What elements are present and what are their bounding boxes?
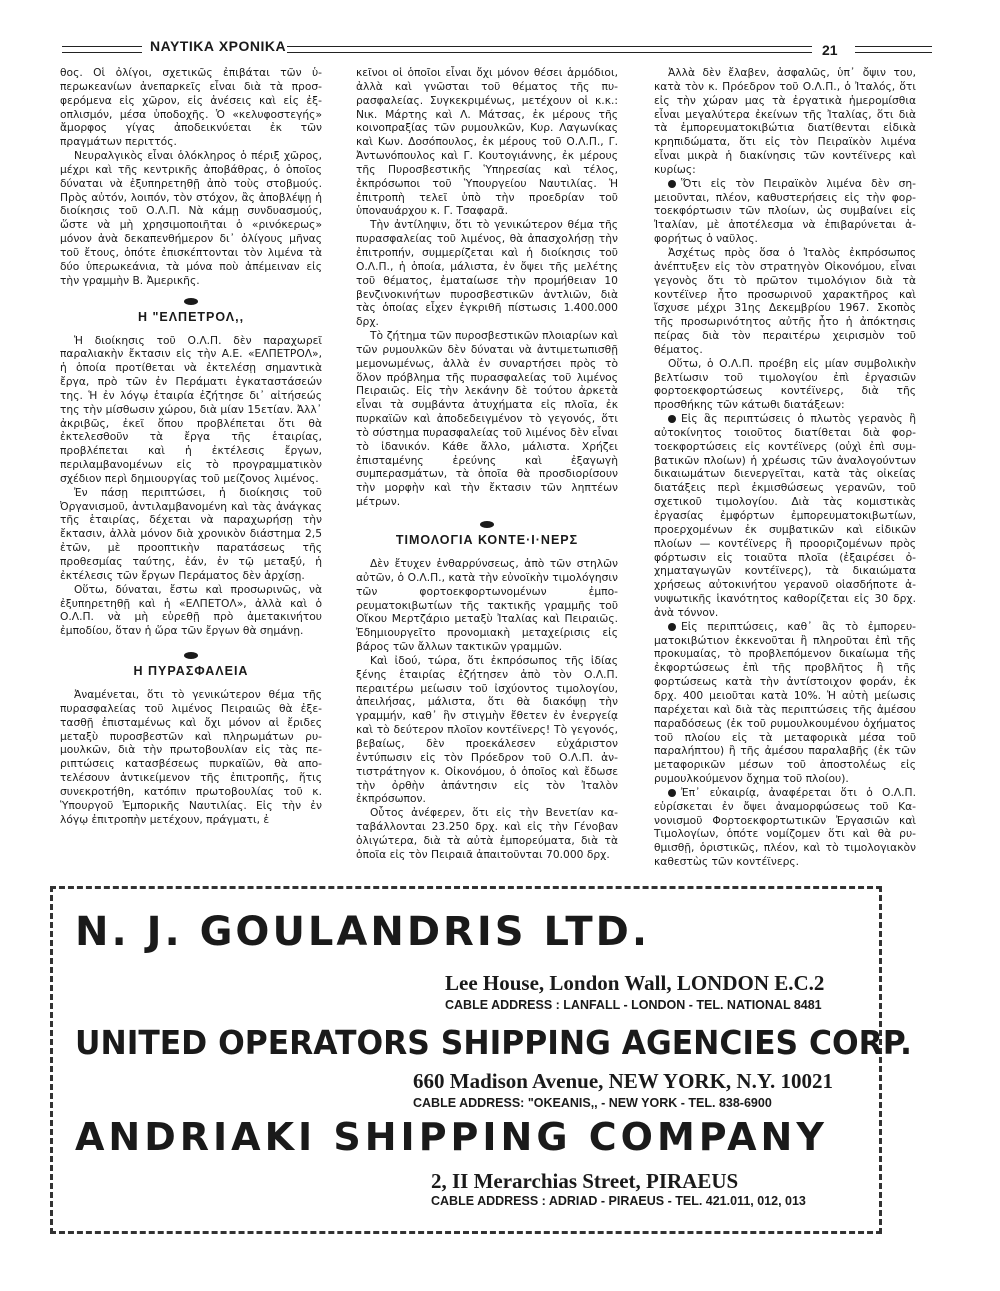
- page-number: 21: [822, 42, 838, 58]
- section-separator-dot: [480, 521, 494, 528]
- header-rule-left: [62, 46, 142, 53]
- section-heading-elpetrol: Η "ΕΛΠΕΤΡΟΛ,,: [137, 309, 245, 324]
- paragraph: Καὶ ἰδού, τώρα, ὅτι ἐκπρόσωπος τῆς ἰδίας ξένης ἑταιρίας ἐζήτησεν ἀπὸ τὸν Ο.Λ.Π. περαιτέρω μείωσιν τοῦ ἰσχύοντος τιμολογίου, ἀπειλήσας, μάλιστα, ὅτι θὰ διακόψῃ τὴν γραμμήν, καθ᾽ ἣν στιγμὴν ἔθετεν ἐν ἐνεργείᾳ καὶ τὸ δεύτερον πλοῖον κοντέϊνερς! Τὸ γεγονός, βεβαίως, δὲν προεκάλεσεν εὐχάριστον ἐντύπωσιν εἰς τὸν Πρόεδρον τοῦ Ο.Λ.Π. ἀντιστράτηγον κ. Οἰκονόμου, ὁ ὁποῖος καὶ ἔδωσε τὴν ὀρθὴν ἀπάντησιν εἰς τὸν Ἰταλὸν ἐκπρόσωπον.: [356, 653, 618, 806]
- bullet-icon: [668, 415, 676, 423]
- paragraph: Ἡ διοίκησις τοῦ Ο.Λ.Π. δὲν παραχωρεῖ παραλιακὴν ἔκτασιν εἰς τὴν Α.Ε. «ΕΛΠΕΤΡΟΛ», ἡ ὁποία προτίθεται νὰ ἐκτελέσῃ σημαντικὰ ἔργα, πρὸ τῶν ἐν Περάματι ἐγκαταστάσεών της. Ἡ ἐν λόγῳ ἑταιρία ἐζήτησε δι᾽ αἰτήσεώς της τὴν μίσθωσιν χώρου, διὰ μίαν 15ετίαν. Ἀλλ᾽ ἀκριβῶς, ἐκεῖ ὅπου προβλέπεται ὅτι θὰ ἐκτελεσθοῦν τὰ ἔργα τῆς ἑταιρίας, προβλέπεται καὶ ἡ ἐκτέλεσις ἔργων, περιλαμβανομένων εἰς τὸ προγραμματικὸν σχέδιον περὶ δημιουργίας τοῦ μείζονος λιμένος.: [60, 333, 322, 485]
- page-header: [62, 38, 932, 60]
- company-name-united-operators: UNITED OPERATORS SHIPPING AGENCIES CORP.: [75, 1023, 912, 1062]
- column-3: [654, 66, 916, 869]
- cable-address-united-operators: CABLE ADDRESS: "OKEANIS,, - NEW YORK - TEL. 838-6900: [413, 1096, 772, 1110]
- paragraph: Τὴν ἀντίληψιν, ὅτι τὸ γενικώτερον θέμα τῆς πυρασφαλείας τοῦ λιμένος, θὰ ἀπασχολήσῃ τὴν ἐπιτροπήν, συμμερίζεται καὶ ἡ διοίκησις τοῦ Ο.Λ.Π., ἡ ὁποία, μάλιστα, ἐν ὄψει τῆς μελέτης τοῦ θέματος, ἐματαίωσε τὴν προμήθειαν 10 βενζινοκινήτων πυροσβεστικῶν ἀντλιῶν, διὰ τὰς ὁποίας εἶχεν ἐγκριθῆ πίστωσις 1.400.000 δρχ.: [356, 218, 618, 329]
- paragraph: κεῖνοι οἱ ὁποῖοι εἶναι ὄχι μόνον θέσει ἁρμόδιοι, ἀλλὰ καὶ γνῶσται τοῦ θέματος τῆς πυρασφαλείας. Συγκεκριμένως, μετέχουν οἱ κ.κ.: Νικ. Μάρτης καὶ Λ. Μάτσας, ἐκ μέρους τῆς κοινοπραξίας τῶν ρυμουλκῶν, Κυρ. Λαγωνίκας καὶ Κων. Δοσόπουλος, ἐκ μέρους τοῦ Ο.Λ.Π., Γ. Ἀντωνόπουλος καὶ Γ. Κουτογιάννης, ἐκ μέρους τῆς Πυροσβεστικῆς Ὑπηρεσίας καὶ τέλος, ἐκπρόσωποι τοῦ Ὑπουργείου Ναυτιλίας. Ἡ ἐπιτροπὴ τελεῖ ὑπὸ τὴν προεδρίαν τοῦ ὑποναυάρχου κ. Γ. Τσαφαρᾶ.: [356, 66, 618, 218]
- section-separator-dot: [184, 298, 198, 305]
- paragraph: Ἀλλὰ δὲν ἔλαβεν, ἀσφαλῶς, ὑπ᾽ ὄψιν του, κατὰ τὸν κ. Πρόεδρον τοῦ Ο.Λ.Π., ὁ Ἰταλός, ὅτι εἰς τὴν χώραν μας τὰ ἐργατικὰ ἡμερομίσθια εἶναι μεγαλύτερα ἐκείνων τῆς Ἰταλίας, ὅτι διὰ τὰ ἐμπορευματοκιβώτια διατίθενται εἰδικὰ κρηπιδώματα, ὅτι εἰς τὸν Πειραϊκὸν λιμένα εἶναι μικρὰ ἡ διακίνησις τῶν κοντέϊνερς καὶ κυρίως:: [654, 66, 916, 176]
- paragraph: Τὸ ζήτημα τῶν πυροσβεστικῶν πλοιαρίων καὶ τῶν ρυμουλκῶν δὲν δύναται νὰ ἀντιμετωπισθῇ μεμονωμένως, ἀλλὰ ἐν συναρτήσει πρὸς τὸ ὅλον πρόβλημα τῆς πυρασφαλείας τοῦ λιμένος Πειραιῶς. Εἰς τὴν λεκάνην δὲ τούτου ἀρκετὰ εἶναι τὰ συμβάντα ἀτυχήματα εἰς πλοῖα, ἐκ πυρκαϊῶν καὶ ἀποδεδειγμένον τὸ γεγονός, ὅτι τὸ σύστημα πυρασφαλείας τοῦ λιμένος δὲν εἶναι τὸ ἰδανικόν. Κάθε ἄλλο, μάλιστα. Χρήζει ἐπισταμένης ἐρεύνης καὶ ἐξαγωγὴ συμπερασμάτων, τὰ ὁποῖα θὰ προσδιορίσουν τὴν μορφὴν καὶ τὴν ἔκτασιν τῶν ληπτέων μέτρων.: [356, 329, 618, 509]
- column-2: [356, 66, 618, 862]
- bullet-icon: [668, 623, 676, 631]
- paragraph: Οὕτω, δύναται, ἔστω καὶ προσωρινῶς, νὰ ἐξυπηρετηθῇ καὶ ἡ «ΕΛΠΕΤΟΛ», ἀλλὰ καὶ ὁ Ο.Λ.Π. νὰ μὴ εὑρεθῇ πρὸ ἀμετακινήτου ἐμποδίου, ὅταν ἡ ὥρα τῶν ἔργων θὰ σημάνῃ.: [60, 582, 322, 638]
- cable-address-goulandris: CABLE ADDRESS : LANFALL - LONDON - TEL. NATIONAL 8481: [445, 998, 822, 1012]
- bullet-icon: [668, 789, 676, 797]
- header-rule-right: [855, 46, 932, 53]
- magazine-title: ΝΑΥΤΙΚΑ ΧΡΟΝΙΚΑ: [150, 38, 287, 54]
- address-andriaki: 2, II Merarchias Street, PIRAEUS: [431, 1169, 739, 1193]
- section-separator-dot: [184, 652, 198, 659]
- shipping-advertisement: [50, 886, 912, 1234]
- paragraph: Οὕτω, ὁ Ο.Λ.Π. προέβη εἰς μίαν συμβολικὴν βελτίωσιν τοῦ τιμολογίου ἐπὶ ἐργασιῶν φορτοεκφορτώσεως κοντέϊνερς, διὰ τῆς προσθήκης τῶν κάτωθι διατάξεων:: [654, 356, 916, 412]
- bullet-paragraph: [654, 412, 916, 620]
- bullet-paragraph: [654, 786, 916, 869]
- address-united-operators: 660 Madison Avenue, NEW YORK, N.Y. 10021: [413, 1069, 834, 1093]
- paragraph: θος. Οἱ ὀλίγοι, σχετικῶς ἐπιβάται τῶν ὑπερωκεανίων ἀνεπαρκεῖς εἶναι διὰ τὰ προσφερόμενα εἰς χῶρον, εἰς ἀνέσεις καὶ εἰς ἐξοπλισμόν, μέσα ὑποδοχῆς. Ὁ «κελυφοστεγής» ἄμορφος γίγας ἀποδεικνύεται ἐκ τῶν πραγμάτων περιττός.: [60, 66, 322, 149]
- bullet-text: Εἰς ἃς περιπτώσεις ὁ πλωτὸς γερανὸς ἢ αὐτοκίνητος τοιοῦτος διατίθεται διὰ φορτοεκφορτώσεις εἰς κοντέϊνερς (οὐχὶ ἐπὶ συμβατικῶν πλοίων) ἡ χρέωσις τῶν ἀναλογούντων δικαιωμάτων διενεργεῖται, κατὰ τὰς οἰκείας διατάξεις περὶ ἐκμισθώσεως γερανῶν, τοῦ σχετικοῦ τιμολογίου. Διὰ τὰς κομιστικὰς ἐργασίας ἐμφόρτων ἐμπορευματοκιβωτίων, προερχομένων ἐκ συμβατικῶν καὶ εἰδικῶν πλοίων — κοντέϊνερς ἢ προοριζομένων πρὸς φόρτωσιν εἰς τοιαῦτα πλοῖα (ἐξαιρέσει ὀχηματαγωγῶν κοντέϊνερς), τὰ δικαιώματα χρήσεως αὐτοκινήτου γερανοῦ οἱασδήποτε ἀνυψωτικῆς ἱκανότητος καθορίζεται εἰς 30 δρχ. ἀνὰ τόννον.: [654, 412, 916, 619]
- column-1: [60, 66, 322, 827]
- section-heading-fire-safety: Η ΠΥΡΑΣΦΑΛΕΙΑ: [133, 664, 249, 679]
- cable-address-andriaki: CABLE ADDRESS : ADRIAD - PIRAEUS - TEL. 421.011, 012, 013: [431, 1194, 806, 1208]
- address-goulandris: Lee House, London Wall, LONDON E.C.2: [445, 971, 825, 995]
- bullet-text: Εἰς περιπτώσεις, καθ᾽ ἃς τὸ ἐμπορευματοκιβώτιον ἐκκενοῦται ἢ πληροῦται ἐπὶ τῆς προκυμαίας, τὸ προβλεπόμενον δικαίωμα τῆς ἐκφορτώσεως ἐπὶ τῆς προβλῆτος ἢ τῆς φορτώσεως κατὰ τὴν ἀντίστοιχον φοράν, ἐκ δρχ. 400 μειοῦται κατὰ 10%. Ἡ αὐτὴ μείωσις παρέχεται καὶ διὰ τὰς περιπτώσεις τῆς ἀμέσου παραδόσεως (ἐκ τοῦ ρυμουλκουμένου ὀχήματος τοῦ πλοίου εἰς τὰ μεταφορικὰ μέσα τοῦ παραλήπτου) ἢ τῆς ἀμέσου παραλαβῆς (ἐκ τῶν μεταφορικῶν μέσων τοῦ ἀποστολέως εἰς ρυμουλκούμενον ὄχημα τοῦ πλοίου).: [654, 619, 916, 786]
- paragraph: Νευραλγικὸς εἶναι ὁλόκληρος ὁ πέριξ χῶρος, μέχρι καὶ τῆς κεντρικῆς ἀποβάθρας, ὁ ὁποῖος δύναται νὰ ἐξυπηρετηθῇ ἀπὸ τοὺς στοβμούς. Πρὸς αὐτόν, λοιπόν, τὸν στόχον, ἂς ἀποβλέψῃ ἡ διοίκησις τοῦ Ο.Λ.Π. Νὰ κάμῃ συνδυασμούς, ὥστε νὰ μὴ χρησιμοποιῆται ὁ «ρινόκερως» μόνον ἀνὰ δεκαπενθήμερον δι᾽ ὀλίγους μῆνας τοῦ ἔτους, ὁπότε ἐπισκέπτονται τὸν λιμένα τὰ δύο ὑπερωκεάνια, τὰ μόνα ποὺ ἀπέμειναν εἰς τὴν γραμμὴν Β. Ἀμερικῆς.: [60, 149, 322, 287]
- company-name-andriaki: ANDRIAKI SHIPPING COMPANY: [75, 1115, 828, 1159]
- bullet-text: Ἐπ᾽ εὐκαιρίᾳ, ἀναφέρεται ὅτι ὁ Ο.Λ.Π. εὑρίσκεται ἐν ὄψει ἀναμορφώσεως τοῦ Κανονισμοῦ Φορτοεκφορτωτικῶν Ἐργασιῶν καὶ Τιμολογίων, ὁπότε νομίζομεν ὅτι καὶ θὰ ρυθμισθῇ, ὁριστικῶς, πλέον, καὶ τὸ τιμολογιακὸν καθεστὼς τῶν κοντέϊνερς.: [654, 785, 916, 869]
- bullet-icon: [668, 180, 676, 188]
- bullet-paragraph: [654, 620, 916, 786]
- paragraph: Ἀσχέτως πρὸς ὅσα ὁ Ἰταλὸς ἐκπρόσωπος ἀνέπτυξεν εἰς τὸν στρατηγὸν Οἰκονόμου, εἶναι γεγονὸς ὅτι τὸ πρῶτον τιμολόγιον διὰ τὰ κοντέϊνερ ἦτο προσωρινοῦ χαρακτῆρος καὶ ἴσχυσε μέχρι 31ης Δεκεμβρίου 1967. Σκοπὸς τῆς προσωρινότητος αὐτῆς ἦτο ἡ ἀπόκτησις πείρας διὰ τὸν περαιτέρω χειρισμὸν τοῦ θέματος.: [654, 245, 916, 356]
- company-name-goulandris: N. J. GOULANDRIS LTD.: [75, 909, 651, 955]
- bullet-text: Ὅτι εἰς τὸν Πειραϊκὸν λιμένα δὲν σημειοῦνται, πλέον, καθυστερήσεις εἰς τὴν φορτοεκφόρτωσιν τῶν πλοίων, ὡς συμβαίνει εἰς Ἰταλίαν, μὲ ἀποτέλεσμα νὰ ἐπιβαρύνεται ἀφορήτως ὁ ναῦλος.: [654, 176, 916, 246]
- paragraph: Δὲν ἔτυχεν ἐνθαρρύνσεως, ἀπὸ τῶν στηλῶν αὐτῶν, ὁ Ο.Λ.Π., κατὰ τὴν εὐνοϊκὴν τιμολόγησιν τῶν φορτοεκφορτωνομένων ἐμπορευματοκιβωτίων τῆς τακτικῆς γραμμῆς τοῦ Οἴκου Μερτζάριο μεταξὺ Ἰταλίας καὶ Πειραιῶς. Ἐδημιουργεῖτο προνομιακὴ μεταχείρισις εἰς βάρος τῶν ἄλλων τακτικῶν γραμμῶν.: [356, 557, 618, 654]
- paragraph: Οὗτος ἀνέφερεν, ὅτι εἰς τὴν Βενετίαν καταβάλλονται 23.250 δρχ. καὶ εἰς τὴν Γένοβαν ὀλιγώτερα, διὰ τὰ αὐτὰ ἐμπορεύματα, διὰ τὰ ὁποῖα εἰς τὸν Πειραιᾶ ἀπαιτοῦνται 70.000 δρχ.: [356, 806, 618, 861]
- paragraph: Ἐν πάσῃ περιπτώσει, ἡ διοίκησις τοῦ Ὀργανισμοῦ, ἀντιλαμβανομένη καὶ τὰς ἀνάγκας τῆς ἑταιρίας, δέχεται νὰ παραχωρήσῃ τὴν ἔκτασιν, ἀλλὰ μόνον διὰ χρονικὸν διάστημα 2,5 ἐτῶν, μὲ προοπτικὴν παρατάσεως τῆς προθεσμίας ταύτης, ἐάν, ἐν τῷ μεταξύ, ἡ ἐκτέλεσις τῶν ἔργων Περάματος δὲν ἀρχίσῃ.: [60, 485, 322, 582]
- section-heading-container-tariffs: ΤΙΜΟΛΟΓΙΑ ΚΟΝΤΕ·Ι·ΝΕΡΣ: [395, 533, 579, 547]
- paragraph: Ἀναμένεται, ὅτι τὸ γενικώτερον θέμα τῆς πυρασφαλείας τοῦ λιμένος Πειραιῶς θὰ ἐξετασθῇ ἐπισταμένως καὶ ὄχι μόνον αἱ ἔριδες μεταξὺ πυροσβεστῶν καὶ πληρωμάτων ρυμουλκῶν, διὰ τὴν πρωτοβουλίαν εἰς τὰς περιπτώσεις κατασβέσεως πυρκαϊῶν, θὰ αποτελέσουν ἀντικείμενον τῆς ἐπιτροπῆς, ἥτις συνεκροτήθη, κατόπιν πρωτοβουλίας τοῦ κ. Ὑπουργοῦ Ἐμπορικῆς Ναυτιλίας. Εἰς τὴν ἐν λόγῳ ἐπιτροπὴν μετέχουν, πράγματι, ἐ: [60, 688, 322, 826]
- header-rule-middle: [287, 46, 812, 53]
- bullet-paragraph: [654, 177, 916, 246]
